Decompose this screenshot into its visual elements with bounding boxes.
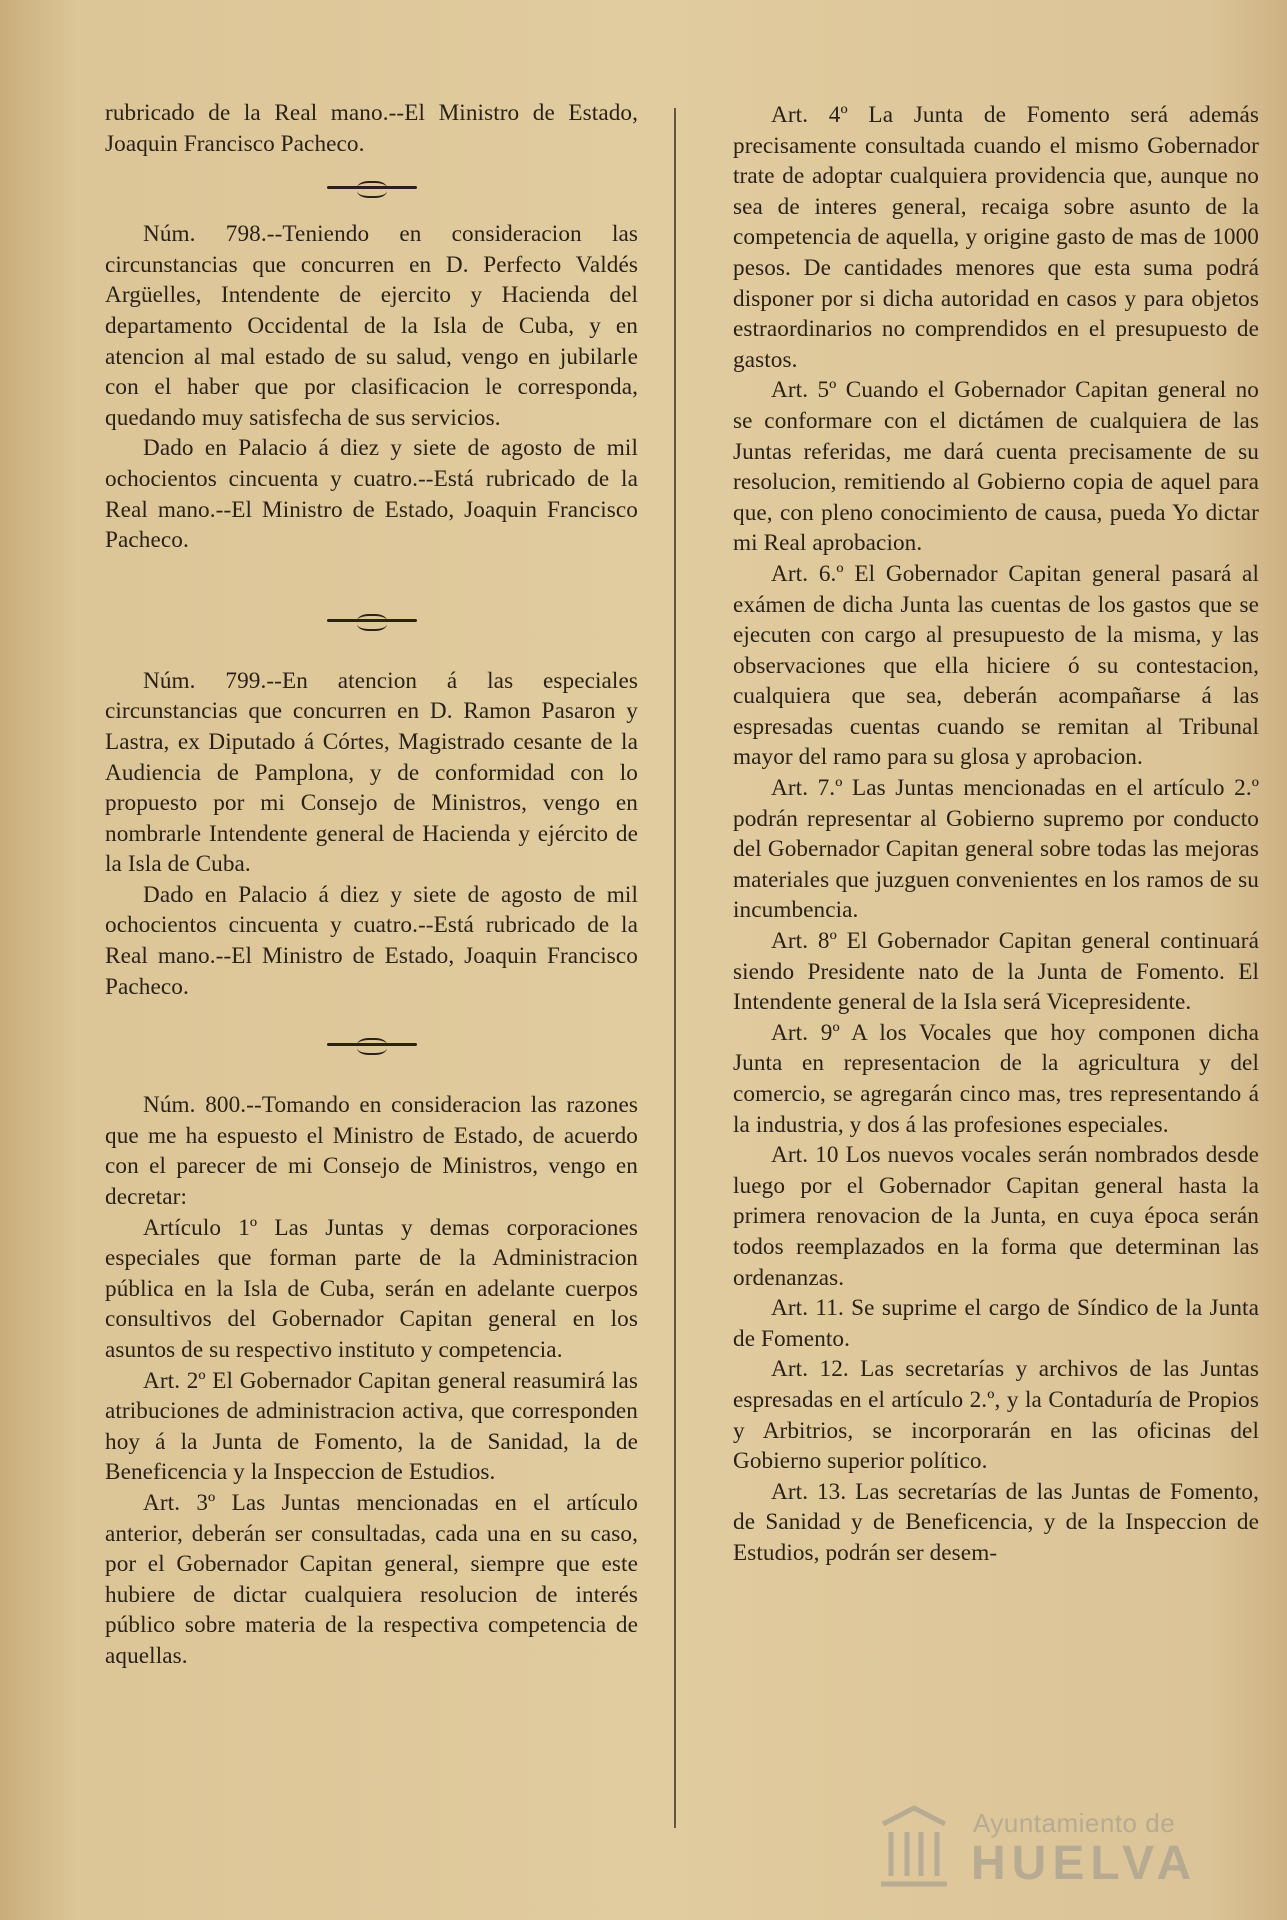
decree-799-signature: Dado en Palacio á diez y siete de agosto de mil ochocientos cincuenta y cuatro.--Está rubricado de la Real mano.--El Ministro de Estado, Joaquin Francisco Pacheco.: [105, 881, 638, 1000]
article-3: Art. 3º Las Juntas mencionadas en el artículo anterior, deberán ser consultadas, cada una en su caso, por el Gobernador Capitan general, siempre que este hubiere de dictar cualquiera resolucion de interés público sobre materia de la respectiva competencia de aquellas.: [105, 1489, 638, 1669]
article-1: Artículo 1º Las Juntas y demas corporaciones especiales que forman parte de la Administracion pública en la Isla de Cuba, serán en adelante cuerpos consultivos del Gobernador Capitan general en los asuntos de su respectivo instituto y competencia.: [105, 1214, 638, 1363]
article-2: Art. 2º El Gobernador Capitan general reasumirá las atribuciones de administracion activa, que corresponden hoy á la Junta de Fomento, la de Sanidad, la de Beneficencia y la Inspeccion de Estudios.: [105, 1367, 638, 1486]
article-6: Art. 6.º El Gobernador Capitan general pasará al exámen de dicha Junta las cuentas de los gastos que se ejecuten con cargo al presupuesto de la misma, y las observaciones que ella hiciere ó su contestacion, cualquiera que sea, deberán acompañarse á las espresadas cuentas cuando se remitan al Tribunal mayor del ramo para su glosa y aprobacion.: [733, 560, 1259, 771]
article-4: Art. 4º La Junta de Fomento será además precisamente consultada cuando el mismo Gobernador trate de adoptar cualquiera providencia que, aunque no sea de interes general, recaiga sobre asunto de la competencia de aquella, y origine gasto de mas de 1000 pesos. De cantidades menores que esta suma podrá disponer por si dicha autoridad en casos y para objetos estraordinarios no comprendidos en el presupuesto de gastos.: [733, 102, 1259, 373]
left-column: [105, 98, 638, 1672]
article-7: Art. 7.º Las Juntas mencionadas en el artículo 2.º podrán representar al Gobierno supremo por conducto del Gobernador Capitan general sobre todas las mejoras materiales que juzguen convenientes en los ramos de su incumbencia.: [733, 775, 1259, 924]
watermark-line1: Ayuntamiento de: [973, 1808, 1176, 1838]
article-13: Art. 13. Las secretarías de las Juntas de Fomento, de Sanidad y de Beneficencia, y de la Inspeccion de Estudios, podrán ser desem-: [733, 1478, 1259, 1566]
right-column: [733, 100, 1259, 1569]
watermark-line2: HUELVA: [971, 1837, 1198, 1890]
watermark: [877, 1802, 1217, 1890]
paragraph-signature-end: rubricado de la Real mano.--El Ministro de Estado, Joaquin Francisco Pacheco.: [105, 100, 638, 157]
decree-800-intro: Núm. 800.--Tomando en consideracion las razones que me ha espuesto el Ministro de Estado, de acuerdo con el parecer de mi Consejo de Ministros, vengo en decretar:: [105, 1092, 638, 1211]
article-9: Art. 9º A los Vocales que hoy componen dicha Junta en representacion de la agricultura y del comercio, se agregarán cinco mas, tres representando á la industria, y dos á las profesiones especiales.: [733, 1019, 1259, 1138]
ornament-divider: [327, 177, 417, 197]
article-10: Art. 10 Los nuevos vocales serán nombrados desde luego por el Gobernador Capitan general hasta la primera renovacion de la Junta, en cuya época serán todos reemplazados en la forma que determinan las ordenanzas.: [733, 1142, 1259, 1291]
ornament-divider: [327, 1034, 417, 1054]
article-11: Art. 11. Se suprime el cargo de Síndico de la Junta de Fomento.: [733, 1295, 1259, 1352]
ornament-divider: [327, 610, 417, 630]
decree-799: Núm. 799.--En atencion á las especiales circunstancias que concurren en D. Ramon Pasaron y Lastra, ex Diputado á Córtes, Magistrado cesante de la Audiencia de Pamplona, y de conformidad con lo propuesto por mi Consejo de Ministros, vengo en nombrarle Intendente general de Hacienda y ejército de la Isla de Cuba.: [105, 667, 638, 878]
city-hall-logo-icon: [877, 1804, 951, 1888]
decree-798-signature: Dado en Palacio á diez y siete de agosto de mil ochocientos cincuenta y cuatro.--Está rubricado de la Real mano.--El Ministro de Estado, Joaquin Francisco Pacheco.: [105, 435, 638, 554]
article-8: Art. 8º El Gobernador Capitan general continuará siendo Presidente nato de la Junta de Fomento. El Intendente general de la Isla será Vicepresidente.: [733, 928, 1259, 1016]
decree-798: Núm. 798.--Teniendo en consideracion las circunstancias que concurren en D. Perfecto Valdés Argüelles, Intendente de ejercito y Hacienda del departamento Occidental de la Isla de Cuba, y en atencion al mal estado de su salud, vengo en jubilarle con el haber que por clasificacion le corresponda, quedando muy satisfecha de sus servicios.: [105, 221, 638, 431]
article-5: Art. 5º Cuando el Gobernador Capitan general no se conformare con el dictámen de cualquiera de las Juntas referidas, me dará cuenta precisamente de su resolucion, remitiendo al Gobierno copia de aquel para que, con pleno conocimiento de causa, pueda Yo dictar mi Real aprobacion.: [733, 377, 1259, 557]
article-12: Art. 12. Las secretarías y archivos de las Juntas espresadas en el artículo 2.º, y la Contaduría de Propios y Arbitrios, se incorporarán en las oficinas del Gobierno superior político.: [733, 1356, 1259, 1475]
column-rule: [674, 108, 676, 1828]
